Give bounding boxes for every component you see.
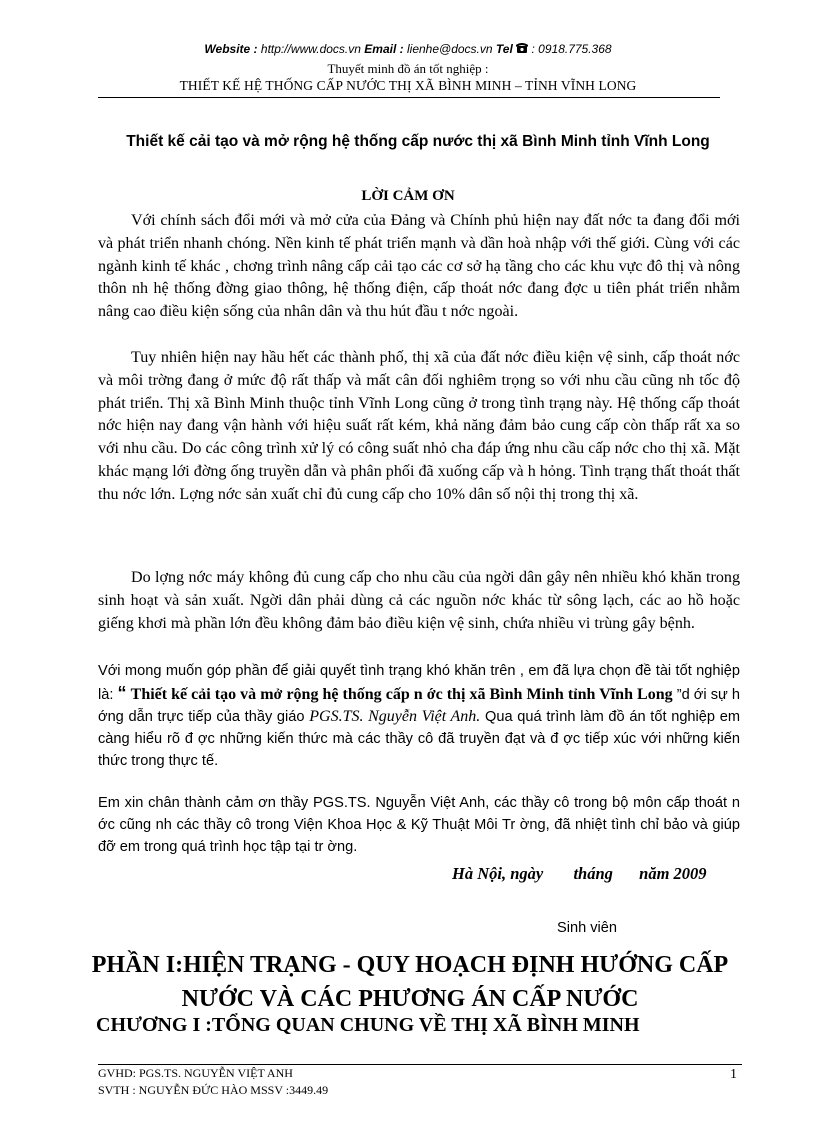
date-line [452, 864, 707, 884]
paragraph-4 [98, 660, 740, 772]
thesis-title: Thiết kế cải tạo và mở rộng hệ thống cấp n ớc thị xã Bình Minh tỉnh Vĩnh Long [130, 686, 673, 703]
header-divider [98, 97, 720, 98]
header-title: THIẾT KẾ HỆ THỐNG CẤP NƯỚC THỊ XÃ BÌNH MINH – TỈNH VĨNH LONG [179, 78, 637, 93]
date-month: tháng [573, 864, 613, 883]
date-year: năm 2009 [639, 864, 707, 883]
footer-student: SVTH : NGUYỄN ĐỨC HÀO MSSV :3449.49 [98, 1083, 329, 1097]
signer-label: Sinh viên [557, 920, 618, 936]
paragraph-5: Em xin chân thành cảm ơn thầy PGS.TS. Nguyễn Việt Anh, các thầy cô trong bộ môn cấp thoát n ớc cũng nh các thầy cô trong Viện Khoa Học & Kỹ Thuật Môi Tr ờng, đã nhiệt tình chỉ bảo và giúp đỡ em trong quá trình học tập tại tr ờng. [98, 795, 740, 855]
phone-number: : 0918.775.368 [531, 42, 612, 56]
part-title: PHẦN I:HIỆN TRẠNG - QUY HOẠCH ĐỊNH HƯỚNG CẤP NƯỚC VÀ CÁC PHƯƠNG ÁN CẤP NƯỚC [91, 952, 729, 1012]
email-address[interactable]: lienhe@docs.vn [406, 42, 493, 56]
advisor-name: PGS.TS. Nguyễn Việt Anh. [309, 708, 481, 725]
paragraph-4-end: Qua quá trình làm đồ án tốt nghiệp em càng hiểu rõ đ ợc những kiến thức mà các thầy cô đã truyền đạt và đ ợc tiếp xúc với những kiến thức trong thực tế. [98, 709, 740, 769]
phone-icon [516, 43, 528, 57]
paragraph-4-intro: Với mong muốn góp phần để giải quyết tình trạng khó khăn trên , em đã lựa chọn đề tài tốt nghiệp là: [98, 663, 740, 703]
paragraph-4-mid: ”d ới sự h ớng dẫn trực tiếp của thầy giáo [98, 687, 740, 725]
chapter-title: CHƯƠNG I :TỔNG QUAN CHUNG VỀ THỊ XÃ BÌNH MINH [96, 1014, 640, 1036]
paragraph-3: Do lợng nớc máy không đủ cung cấp cho nhu cầu của ngời dân gây nên nhiều khó khăn trong sinh hoạt và sản xuất. Ngời dân phải dùng cả các nguồn nớc khác từ sông lạch, các ao hồ hoặc giếng khơi mà phần lớn đều không đảm bảo điều kiện vệ sinh, chứa nhiều vi trùng gây bệnh. [98, 569, 740, 632]
paragraph-2: Tuy nhiên hiện nay hầu hết các thành phố, thị xã của đất nớc điều kiện vệ sinh, cấp thoát nớc và môi trờng đang ở mức độ rất thấp và mất cân đối nghiêm trọng so với nhu cầu cũng nh tốc độ phát triển. Thị xã Bình Minh thuộc tỉnh Vĩnh Long cũng ở trong tình trạng này. Hệ thống cấp thoát nớc hiện nay đang vận hành với hiệu suất rất kém, khả năng đảm bảo cung cấp còn thấp rất xa so với nhu cầu. Do các công trình xử lý có công suất nhỏ cha đáp ứng nhu cầu cấp nớc cho thị xã. Mặt khác mạng lới đờng ống truyền dẫn và phân phối đã xuống cấp và h hỏng. Tình trạng thất thoát thất thu nớc lớn. Lợng nớc sản xuất chỉ đủ cung cấp cho 10% dân số nội thị trong thị xã. [98, 349, 740, 503]
email-label: Email : [364, 42, 404, 56]
footer-divider [98, 1064, 742, 1065]
header-subtitle: Thuyết minh đồ án tốt nghiệp : [327, 61, 489, 76]
page-number: 1 [730, 1067, 737, 1082]
tel-label: Tel [495, 42, 513, 56]
website-label: Website : [204, 42, 258, 56]
document-title: Thiết kế cải tạo và mở rộng hệ thống cấp nước thị xã Bình Minh tỉnh Vĩnh Long [126, 133, 710, 150]
website-contact-line [0, 42, 816, 57]
thanks-heading: LỜI CẢM ƠN [361, 188, 455, 204]
open-quote: “ [117, 683, 127, 703]
website-url[interactable]: http://www.docs.vn [260, 42, 361, 56]
date-place: Hà Nội, ngày [452, 864, 544, 883]
paragraph-1: Với chính sách đổi mới và mở cửa của Đảng và Chính phủ hiện nay đất nớc ta đang đổi mới và phát triển nhanh chóng. Nền kinh tế phát triển mạnh và dần hoà nhập với thế giới. Cùng với các ngành kinh tế khác , chơng trình nâng cấp cải tạo các cơ sở hạ tầng cho các khu vực đô thị và nông thôn nh hệ thống đờng giao thông, hệ thống điện, cấp thoát nớc đang đợc u tiên phát triển nhằm nâng cao điều kiện sống của nhân dân và thu hút đầu t nớc ngoài. [98, 212, 740, 321]
footer-advisor: GVHD: PGS.TS. NGUYỄN VIỆT ANH [98, 1066, 293, 1080]
